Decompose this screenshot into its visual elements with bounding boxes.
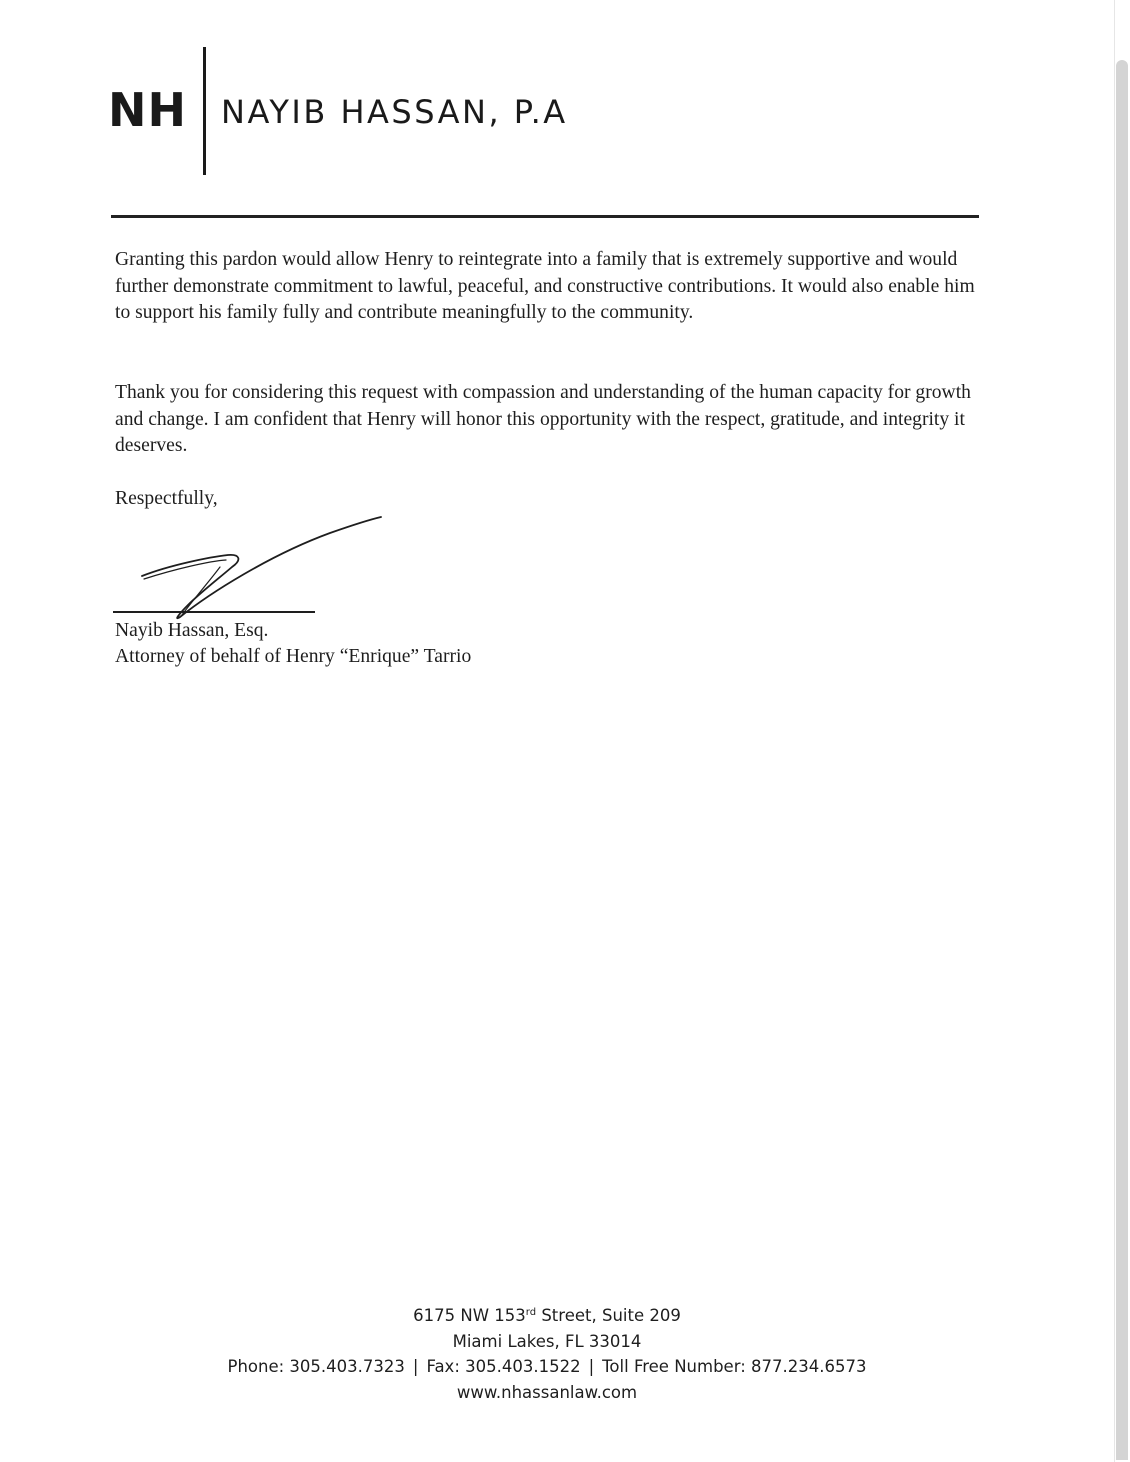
footer-address-city: Miami Lakes, FL 33014: [452, 1332, 642, 1351]
footer-address-street: [0, 1303, 1094, 1328]
scrollbar-thumb[interactable]: [1116, 60, 1128, 1460]
logo-divider: [203, 47, 206, 175]
signer-title: Attorney of behalf of Henry “Enrique” Tarrio: [115, 646, 472, 667]
header-rule: [111, 215, 979, 218]
footer-fax: Fax: 305.403.1522: [426, 1357, 581, 1376]
footer-contact: [0, 1354, 1094, 1379]
body-paragraph-2: Thank you for considering this request with compassion and understanding of the human capacity for growth and change. I am confident that Henry will honor this opportunity with the respect, gratitude, and integrity it deserves.: [115, 382, 971, 456]
closing: Respectfully,: [115, 488, 218, 509]
street-suffix: rd: [525, 1307, 537, 1318]
footer-separator: |: [412, 1357, 419, 1376]
street-number: 6175 NW 153: [413, 1306, 526, 1325]
footer-website: www.nhassanlaw.com: [456, 1383, 638, 1402]
firm-name: NAYIB HASSAN, P.A: [221, 93, 568, 131]
footer-toll-free: Toll Free Number: 877.234.6573: [602, 1357, 867, 1376]
street-rest: Street, Suite 209: [536, 1306, 681, 1325]
signature-line: [113, 611, 315, 613]
firm-monogram: NH: [108, 83, 187, 137]
body-paragraph-1: Granting this pardon would allow Henry to reintegrate into a family that is extremely supportive and would further demonstrate commitment to lawful, peaceful, and constructive contributions. It would also enable him to support his family fully and contribute meaningfully to the community.: [115, 249, 975, 323]
footer-phone: Phone: 305.403.7323: [227, 1357, 405, 1376]
signer-name: Nayib Hassan, Esq.: [115, 620, 269, 641]
footer-separator: |: [588, 1357, 595, 1376]
